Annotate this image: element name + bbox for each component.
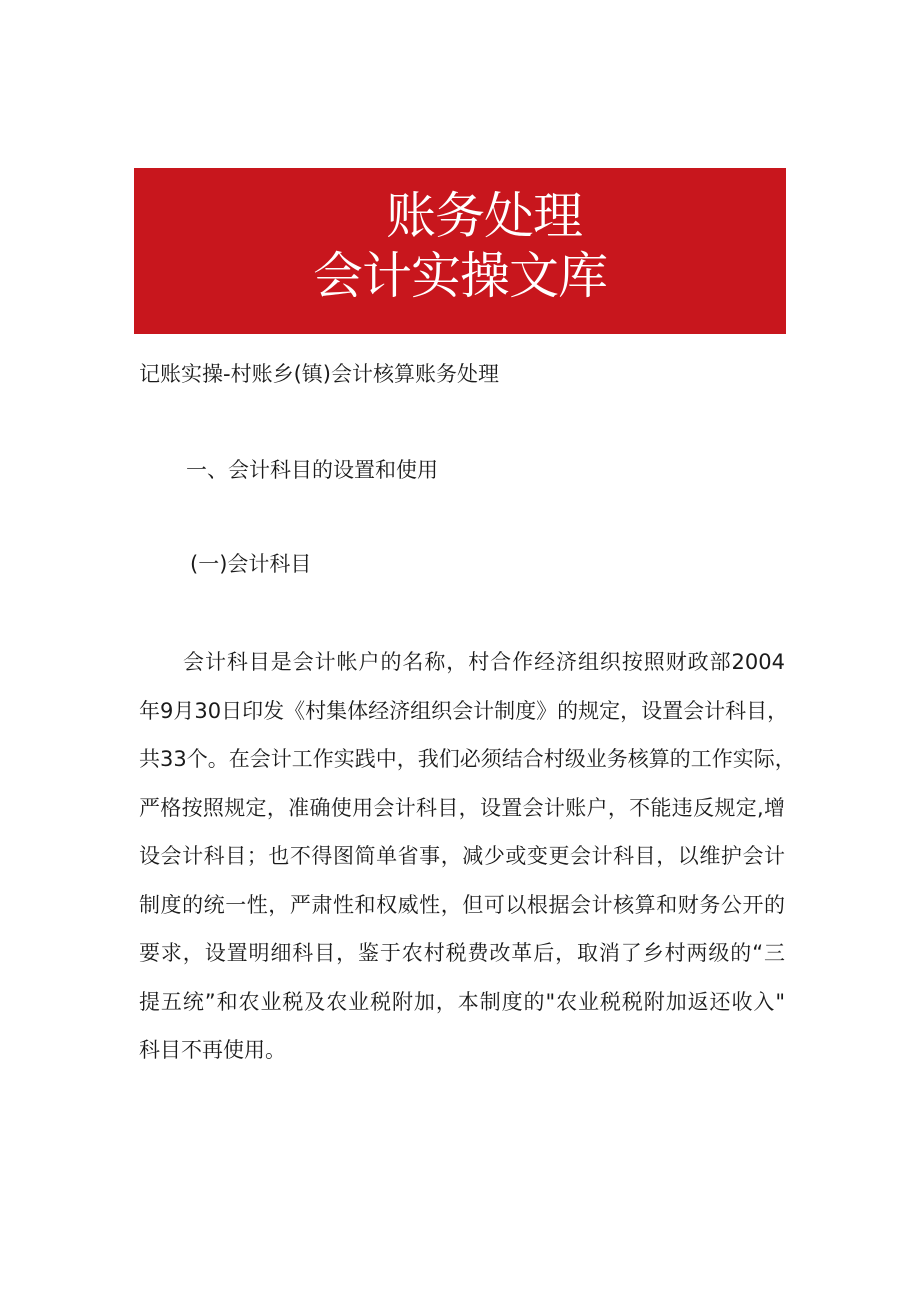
banner-title: 账务处理 <box>386 187 582 245</box>
section-heading: 一、会计科目的设置和使用 <box>186 458 438 482</box>
paragraph-line: 提五统”和农业税及农业税附加，本制度的"农业税税附加返还收入" <box>139 989 785 1014</box>
paragraph-line: 科目不再使用。 <box>139 1038 286 1062</box>
paragraph-line: 设会计科目；也不得图简单省事，减少或变更会计科目，以维护会计 <box>139 844 785 868</box>
title-banner <box>134 168 786 334</box>
banner-subtitle: 会计实操文库 <box>313 247 607 305</box>
paragraph-line: 制度的统一性，严肃性和权威性，但可以根据会计核算和财务公开的 <box>139 892 785 917</box>
paragraph-line: 共33个。在会计工作实践中，我们必须结合村级业务核算的工作实际， <box>139 747 796 771</box>
paragraph-line: 会计科目是会计帐户的名称，村合作经济组织按照财政部2004 <box>183 650 785 674</box>
body-paragraph <box>139 645 796 1082</box>
paragraph-line: 严格按照规定，准确使用会计科目，设置会计账户，不能违反规定,增 <box>139 795 785 820</box>
sub-heading: (一)会计科目 <box>190 552 312 576</box>
paragraph-line: 要求，设置明细科目，鉴于农村税费改革后，取消了乡村两级的“三 <box>139 941 785 965</box>
document-title: 记账实操-村账乡(镇)会计核算账务处理 <box>139 362 499 386</box>
paragraph-line: 年9月30日印发《村集体经济组织会计制度》的规定，设置会计科目， <box>139 698 789 723</box>
